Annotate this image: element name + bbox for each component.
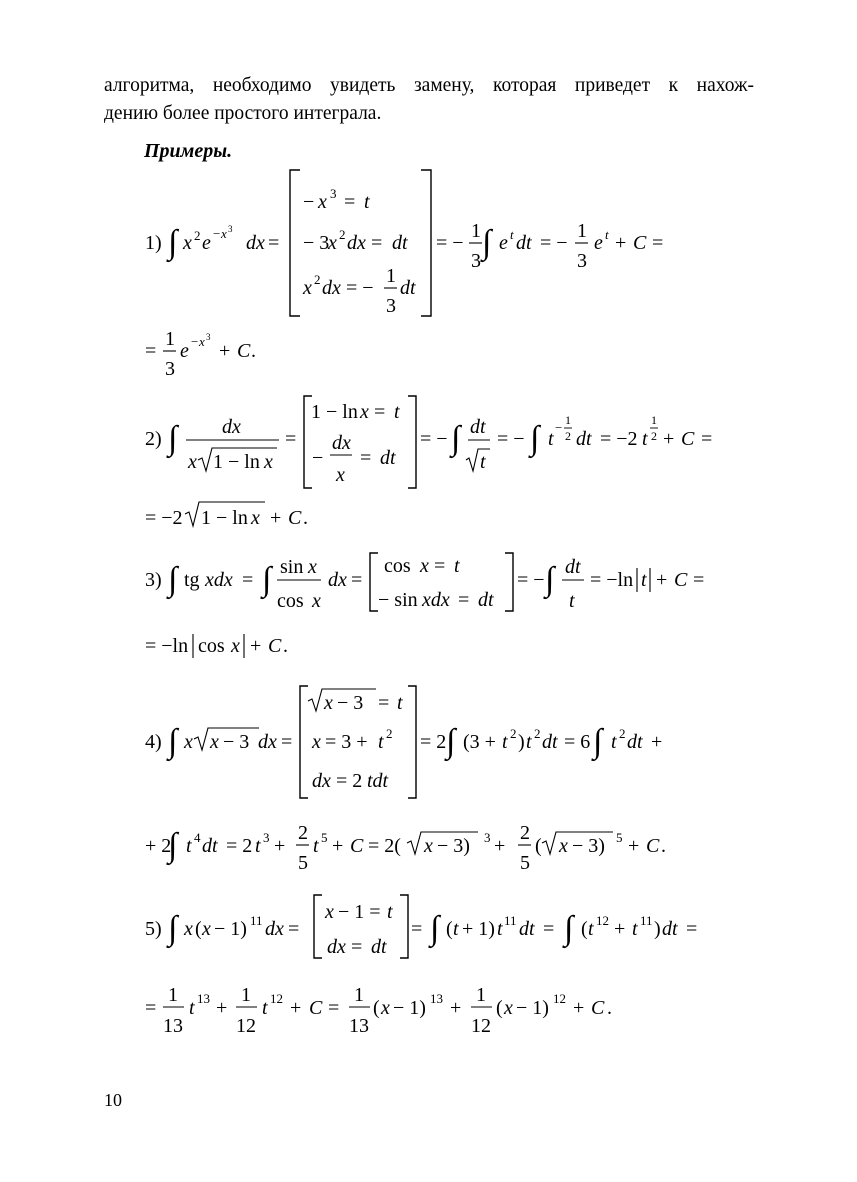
svg-text:t: t	[262, 997, 268, 1019]
svg-text:x: x	[202, 918, 211, 940]
svg-text:=: =	[378, 692, 390, 714]
svg-text:− sin: − sin	[378, 589, 418, 611]
svg-text:2: 2	[520, 822, 530, 844]
svg-text:dt: dt	[627, 731, 643, 753]
svg-text:t: t	[364, 191, 370, 213]
svg-text:dx: dx	[222, 416, 241, 438]
svg-text:x: x	[183, 232, 192, 254]
svg-text:t: t	[313, 835, 319, 857]
svg-text:3: 3	[228, 224, 233, 234]
svg-text:+: +	[216, 997, 228, 1019]
svg-text:1 − ln: 1 − ln	[201, 507, 248, 529]
svg-text:tdt: tdt	[367, 770, 389, 792]
svg-text:∫: ∫	[168, 723, 178, 760]
svg-text:t: t	[632, 918, 638, 940]
svg-text:=: =	[652, 232, 664, 254]
svg-text:∫: ∫	[168, 420, 178, 457]
svg-text:x: x	[199, 334, 205, 349]
svg-text:− 3: − 3	[223, 731, 250, 753]
svg-text:=: =	[281, 731, 293, 753]
svg-text:1: 1	[168, 984, 178, 1006]
examples-heading: Примеры.	[144, 140, 233, 162]
svg-text:=: =	[458, 589, 470, 611]
svg-text:x: x	[231, 635, 240, 657]
svg-text:+: +	[219, 340, 231, 362]
svg-text:dt: dt	[516, 232, 532, 254]
svg-text:−: −	[213, 226, 221, 241]
svg-text:x: x	[210, 731, 219, 753]
example-5-number: 5)	[145, 918, 162, 940]
svg-text:13: 13	[197, 991, 210, 1006]
svg-text:t: t	[387, 901, 393, 923]
svg-text:x: x	[325, 901, 334, 923]
svg-text:3: 3	[471, 250, 481, 272]
svg-text:1 − ln: 1 − ln	[213, 451, 260, 473]
svg-text:+: +	[628, 835, 640, 857]
svg-text:= 2: = 2	[226, 835, 253, 857]
svg-text:x: x	[360, 401, 369, 423]
svg-text:= −ln: = −ln	[590, 569, 634, 591]
example-2	[145, 396, 712, 529]
page-number: 10	[104, 1090, 122, 1110]
svg-text:− 3): − 3)	[572, 835, 605, 857]
svg-text:∫: ∫	[168, 561, 178, 598]
svg-text:∫: ∫	[593, 723, 603, 760]
svg-text:+: +	[450, 997, 462, 1019]
svg-text:=: =	[268, 232, 280, 254]
svg-text:dt: dt	[400, 277, 416, 299]
svg-text:t: t	[480, 451, 486, 473]
svg-text:dt: dt	[565, 556, 581, 578]
svg-text:=: =	[285, 428, 297, 450]
svg-text:dt: dt	[576, 428, 592, 450]
svg-text:x: x	[251, 507, 260, 529]
example-1	[145, 170, 663, 380]
svg-text:3: 3	[484, 830, 491, 845]
svg-text:C: C	[288, 507, 302, 529]
svg-text:.: .	[283, 635, 288, 657]
svg-text:t: t	[497, 918, 503, 940]
svg-text:dx: dx	[347, 232, 366, 254]
svg-text:=: =	[145, 997, 157, 1019]
svg-text:+: +	[270, 507, 282, 529]
svg-text:t: t	[186, 835, 192, 857]
svg-text:1: 1	[354, 984, 364, 1006]
svg-text:= −: = −	[540, 232, 568, 254]
svg-text:∫: ∫	[564, 910, 574, 947]
svg-text:(3 +: (3 +	[463, 731, 496, 753]
svg-text:t: t	[526, 731, 532, 753]
svg-text:= −: = −	[497, 428, 525, 450]
intro-line-2: дению более простого интеграла.	[104, 103, 382, 124]
svg-text:C: C	[674, 569, 688, 591]
svg-text:12: 12	[596, 913, 609, 928]
svg-text:=: =	[701, 428, 713, 450]
svg-text:x: x	[504, 997, 513, 1019]
svg-text:=: =	[344, 191, 356, 213]
svg-text:e: e	[180, 340, 189, 362]
intro-line-1: алгоритма, необходимо увидеть замену, которая приведет к нахож-	[104, 75, 754, 96]
svg-text:3: 3	[386, 295, 396, 317]
svg-text:3: 3	[263, 830, 270, 845]
svg-text:dt: dt	[392, 232, 408, 254]
svg-text:dx: dx	[246, 232, 265, 254]
svg-text:dx: dx	[332, 432, 351, 454]
svg-text:4: 4	[194, 830, 201, 845]
svg-text:t: t	[642, 428, 648, 450]
example-4	[145, 686, 666, 874]
svg-text:=: =	[288, 918, 300, 940]
svg-text:= 2(: = 2(	[368, 835, 401, 857]
svg-text:1: 1	[651, 413, 657, 427]
svg-text:t: t	[641, 569, 647, 591]
svg-text:3: 3	[577, 250, 587, 272]
svg-text:2: 2	[339, 227, 346, 242]
svg-text:+: +	[274, 835, 286, 857]
svg-text:x: x	[336, 464, 345, 486]
svg-text:∫: ∫	[482, 224, 492, 261]
svg-text:−: −	[191, 334, 199, 349]
svg-text:1 − ln: 1 − ln	[311, 401, 358, 423]
svg-text:C: C	[646, 835, 660, 857]
svg-text:12: 12	[553, 991, 566, 1006]
svg-text:=: =	[693, 569, 705, 591]
svg-text:t: t	[588, 918, 594, 940]
svg-text:(: (	[446, 918, 453, 940]
svg-text:5: 5	[616, 830, 623, 845]
svg-text:∫: ∫	[530, 420, 540, 457]
svg-text:= −2: = −2	[145, 507, 183, 529]
svg-text:−: −	[303, 191, 315, 213]
svg-text:∫: ∫	[451, 420, 461, 457]
svg-text:= −ln: = −ln	[145, 635, 189, 657]
svg-text:C: C	[237, 340, 251, 362]
svg-text:x: x	[303, 277, 312, 299]
svg-text:− 3): − 3)	[437, 835, 470, 857]
svg-text:12: 12	[236, 1015, 256, 1037]
svg-text:x: x	[184, 731, 193, 753]
svg-text:C: C	[350, 835, 364, 857]
svg-text:1: 1	[471, 220, 481, 242]
svg-text:x: x	[264, 451, 273, 473]
example-3-number: 3)	[145, 569, 162, 591]
svg-text:x: x	[221, 226, 227, 241]
svg-text:dx: dx	[265, 918, 284, 940]
svg-text:13: 13	[163, 1015, 183, 1037]
svg-text:cos: cos	[198, 635, 225, 657]
svg-text:dt: dt	[478, 589, 494, 611]
svg-text:dt: dt	[662, 918, 678, 940]
svg-text:t: t	[569, 590, 575, 612]
svg-text:3: 3	[206, 332, 211, 342]
svg-text:=: =	[351, 569, 363, 591]
example-3	[145, 553, 704, 658]
svg-text:= −: = −	[346, 277, 374, 299]
svg-text:x: x	[184, 918, 193, 940]
svg-text:(: (	[373, 997, 380, 1019]
svg-text:+: +	[250, 635, 262, 657]
svg-text:dx: dx	[258, 731, 277, 753]
svg-text:cos: cos	[277, 590, 304, 612]
svg-text:(: (	[496, 997, 503, 1019]
svg-text:2: 2	[651, 429, 657, 443]
svg-text:t: t	[453, 918, 459, 940]
svg-text:=: =	[374, 401, 386, 423]
svg-text:C: C	[681, 428, 695, 450]
svg-text:e: e	[594, 232, 603, 254]
svg-text:.: .	[303, 507, 308, 529]
svg-text:−: −	[555, 420, 563, 435]
svg-text:11: 11	[250, 913, 263, 928]
svg-text:.: .	[607, 997, 612, 1019]
svg-text:t: t	[454, 555, 460, 577]
svg-text:+: +	[615, 232, 627, 254]
svg-text:=: =	[543, 918, 555, 940]
svg-text:tg: tg	[184, 569, 200, 591]
svg-text:2: 2	[298, 822, 308, 844]
svg-text:11: 11	[640, 913, 653, 928]
svg-text:.: .	[661, 835, 666, 857]
svg-text:dx: dx	[327, 936, 346, 958]
svg-text:t: t	[394, 401, 400, 423]
svg-text:5: 5	[298, 852, 308, 874]
svg-text:1: 1	[577, 220, 587, 242]
svg-text:C: C	[309, 997, 323, 1019]
svg-text:2: 2	[314, 272, 321, 287]
svg-text:2: 2	[619, 726, 626, 741]
svg-text:t: t	[502, 731, 508, 753]
svg-text:13: 13	[349, 1015, 369, 1037]
svg-text:=: =	[411, 918, 423, 940]
svg-text:=: =	[371, 232, 383, 254]
svg-text:2: 2	[510, 726, 517, 741]
svg-text:(: (	[535, 835, 542, 857]
svg-text:dx: dx	[312, 770, 331, 792]
svg-text:): )	[654, 918, 661, 940]
svg-text:dx: dx	[328, 569, 347, 591]
svg-text:(: (	[581, 918, 588, 940]
svg-text:∫: ∫	[168, 910, 178, 947]
svg-text:dt: dt	[371, 936, 387, 958]
svg-text:= −2: = −2	[600, 428, 638, 450]
svg-text:∫: ∫	[446, 723, 456, 760]
svg-text:11: 11	[504, 913, 517, 928]
svg-text:C: C	[591, 997, 605, 1019]
svg-text:x: x	[324, 692, 333, 714]
svg-text:+ 2: + 2	[145, 835, 172, 857]
svg-text:t: t	[255, 835, 261, 857]
svg-text:+: +	[332, 835, 344, 857]
svg-text:+: +	[614, 918, 626, 940]
svg-text:+: +	[651, 731, 663, 753]
svg-text:3: 3	[165, 358, 175, 380]
svg-text:x: x	[559, 835, 568, 857]
svg-text:= 2: = 2	[336, 770, 363, 792]
svg-text:=: =	[434, 555, 446, 577]
svg-text:+: +	[656, 569, 668, 591]
svg-text:− 1): − 1)	[393, 997, 426, 1019]
svg-text:∫: ∫	[545, 561, 555, 598]
svg-text:3: 3	[330, 186, 337, 201]
svg-text:− 3: − 3	[337, 692, 364, 714]
svg-text:t: t	[189, 997, 195, 1019]
svg-text:= −: = −	[517, 569, 545, 591]
svg-text:+: +	[573, 997, 585, 1019]
svg-text:∫: ∫	[430, 910, 440, 947]
example-5	[145, 895, 697, 1037]
svg-text:t: t	[510, 227, 514, 242]
svg-text:1: 1	[386, 265, 396, 287]
svg-text:2: 2	[565, 429, 571, 443]
svg-text:C: C	[268, 635, 282, 657]
svg-text:x: x	[328, 232, 337, 254]
svg-text:∫: ∫	[262, 561, 272, 598]
svg-text:− 1): − 1)	[214, 918, 247, 940]
svg-text:+: +	[290, 997, 302, 1019]
svg-text:x: x	[318, 191, 327, 213]
svg-text:dt: dt	[519, 918, 535, 940]
svg-text:= 6: = 6	[564, 731, 591, 753]
svg-text:t: t	[605, 227, 609, 242]
svg-text:5: 5	[321, 830, 328, 845]
svg-text:dt: dt	[380, 447, 396, 469]
svg-text:12: 12	[471, 1015, 491, 1037]
svg-text:=: =	[145, 340, 157, 362]
svg-text:= −: = −	[420, 428, 448, 450]
svg-text:t: t	[611, 731, 617, 753]
svg-text:=: =	[351, 936, 363, 958]
svg-text:13: 13	[430, 991, 443, 1006]
svg-text:= −: = −	[436, 232, 464, 254]
svg-text:cos: cos	[384, 555, 411, 577]
example-4-number: 4)	[145, 731, 162, 753]
svg-text:t: t	[548, 428, 554, 450]
svg-text:x: x	[420, 555, 429, 577]
svg-text:2: 2	[534, 726, 541, 741]
svg-text:1: 1	[241, 984, 251, 1006]
svg-text:+ 1): + 1)	[462, 918, 495, 940]
svg-text:.: .	[251, 340, 256, 362]
svg-text:1: 1	[476, 984, 486, 1006]
svg-text:t: t	[397, 692, 403, 714]
svg-text:=: =	[686, 918, 698, 940]
svg-text:−: −	[312, 447, 324, 469]
svg-text:t: t	[378, 731, 384, 753]
svg-text:x: x	[308, 556, 317, 578]
svg-text:+: +	[663, 428, 675, 450]
svg-text:C: C	[633, 232, 647, 254]
svg-text:xdx: xdx	[422, 589, 450, 611]
svg-text:1: 1	[165, 328, 175, 350]
svg-text:∫: ∫	[168, 827, 178, 864]
svg-text:(: (	[195, 918, 202, 940]
svg-text:sin: sin	[280, 556, 304, 578]
svg-text:− 1 =: − 1 =	[338, 901, 381, 923]
svg-text:dt: dt	[202, 835, 218, 857]
svg-text:dt: dt	[470, 416, 486, 438]
svg-text:x: x	[381, 997, 390, 1019]
svg-text:xdx: xdx	[205, 569, 233, 591]
svg-text:= 3 +: = 3 +	[325, 731, 368, 753]
svg-text:x: x	[312, 731, 321, 753]
svg-text:− 1): − 1)	[516, 997, 549, 1019]
svg-text:e: e	[202, 232, 211, 254]
svg-text:12: 12	[270, 991, 283, 1006]
svg-text:x: x	[312, 590, 321, 612]
svg-text:=: =	[360, 447, 372, 469]
svg-text:x: x	[424, 835, 433, 857]
svg-text:1: 1	[565, 413, 571, 427]
svg-text:dt: dt	[542, 731, 558, 753]
svg-text:x: x	[188, 451, 197, 473]
svg-text:=: =	[328, 997, 340, 1019]
svg-text:− 3: − 3	[303, 232, 330, 254]
svg-text:2: 2	[194, 228, 201, 243]
svg-text:= 2: = 2	[420, 731, 447, 753]
example-1-number: 1)	[145, 232, 162, 254]
svg-text:): )	[518, 731, 525, 753]
svg-text:dx: dx	[322, 277, 341, 299]
svg-text:=: =	[242, 569, 254, 591]
svg-text:5: 5	[520, 852, 530, 874]
integral-sign: ∫	[168, 224, 178, 261]
svg-text:+: +	[494, 835, 506, 857]
svg-text:e: e	[499, 232, 508, 254]
svg-text:2: 2	[386, 726, 393, 741]
example-2-number: 2)	[145, 428, 162, 450]
